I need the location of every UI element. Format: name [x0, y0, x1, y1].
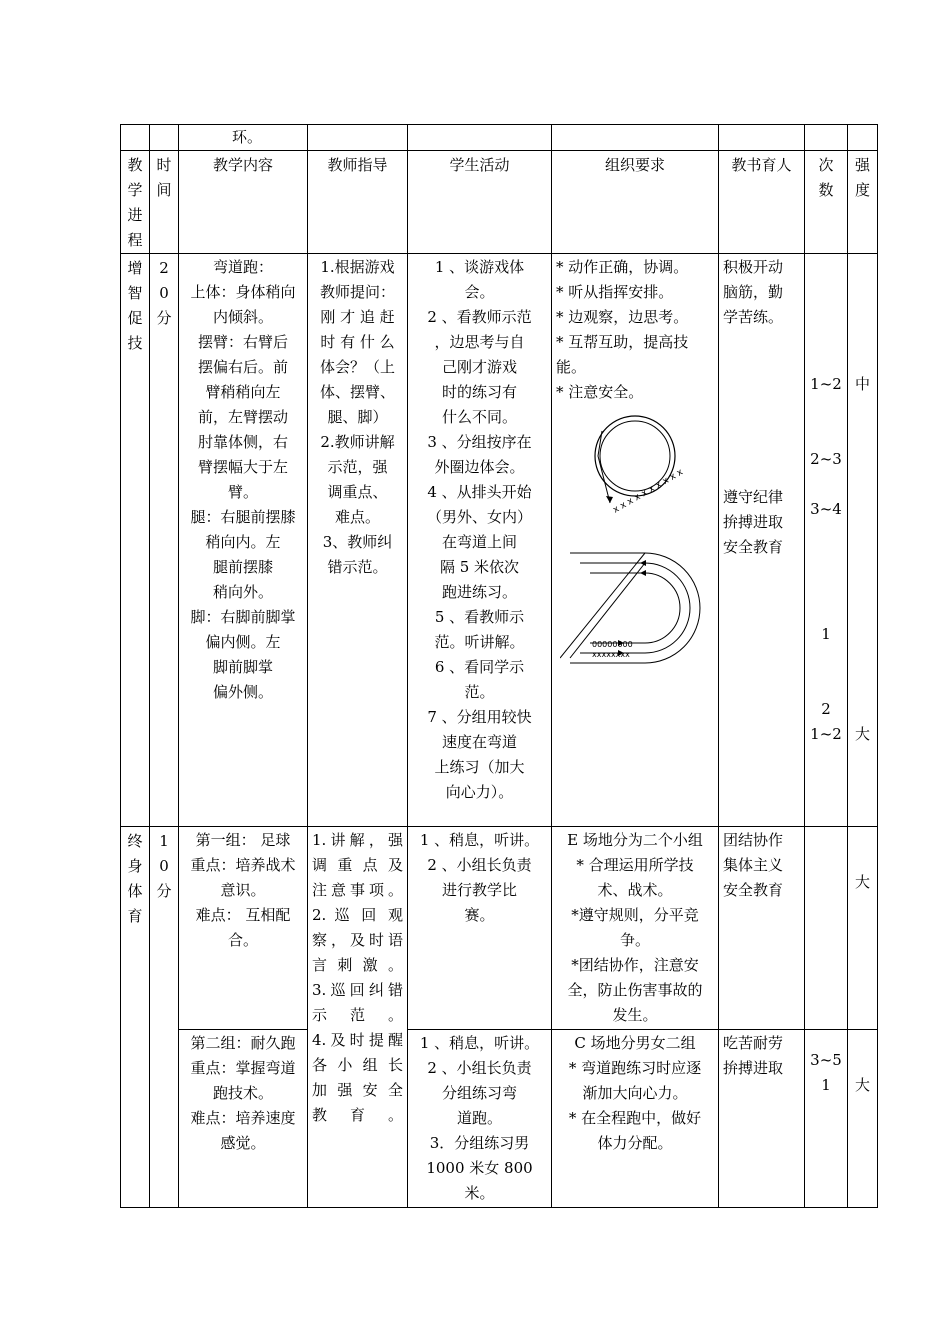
- text-line: 1.根据游戏: [320, 258, 395, 276]
- vertical-char: 教: [127, 156, 143, 174]
- text-line: 腿、脚）: [327, 408, 388, 426]
- text-line: 6 、看同学示: [434, 658, 525, 676]
- continued-content: 环。: [179, 125, 308, 151]
- lane-row-circles: 00000000: [592, 640, 633, 649]
- text-line: 摆偏右后。前: [197, 358, 288, 376]
- text-line: 言刺激。: [312, 956, 403, 974]
- text-line: 加 强 安 全: [312, 1081, 403, 1099]
- vertical-char: 体: [127, 882, 143, 900]
- text-line: 2 、小组长负责: [427, 856, 532, 874]
- section2-group2-row: [121, 1030, 878, 1208]
- section1-org: [552, 254, 719, 827]
- text-line: 时 有 什 么: [320, 333, 395, 351]
- text-line: 上练习（加大: [434, 758, 525, 776]
- vertical-char: 智: [127, 284, 143, 302]
- text-line: 偏内侧。左: [205, 633, 281, 651]
- text-line: 1: [821, 1076, 831, 1094]
- text-line: 弯道跑：: [212, 258, 273, 276]
- text-line: 2.教师讲解: [320, 433, 395, 451]
- times-6: 1~2: [810, 725, 842, 743]
- text-line: 前，左臂摆动: [197, 408, 288, 426]
- times-1: 1~2: [810, 375, 842, 393]
- text-line: 难点： 互相配: [195, 906, 291, 924]
- header-intensity: [848, 151, 878, 254]
- header-moral: 教书育人: [719, 151, 805, 254]
- text-line: （男外、女内）: [426, 508, 532, 526]
- text-line: 术、战术。: [597, 881, 673, 899]
- text-line: 5 、看教师示: [434, 608, 525, 626]
- text-line: 争。: [619, 931, 650, 949]
- text-line: 2 、小组长负责: [427, 1059, 532, 1077]
- text-line: 合。: [227, 931, 258, 949]
- section1-moral: [719, 254, 805, 827]
- section1-intensity: [848, 254, 878, 827]
- vertical-char: 0: [159, 857, 169, 875]
- text-line: ，边思考与自: [434, 333, 525, 351]
- text-line: 4 、从排头开始: [427, 483, 532, 501]
- text-line: 己刚才游戏: [441, 358, 517, 376]
- header-stage: [121, 151, 150, 254]
- text-line: 体会？（上: [319, 358, 395, 376]
- text-line: 意识。: [220, 881, 266, 899]
- text-line: 重点：培养战术: [190, 856, 296, 874]
- text-line: 第一组： 足球: [195, 831, 291, 849]
- text-line: * 动作正确，协调。: [556, 258, 689, 276]
- times-3: 3~4: [810, 500, 842, 518]
- vertical-char: 身: [127, 857, 143, 875]
- text-line: 腿前摆膝: [212, 558, 273, 576]
- text-line: 米。: [464, 1184, 495, 1202]
- text-line: 臂稍稍向左: [205, 383, 281, 401]
- text-line: *遵守规则，分平竞: [571, 906, 699, 924]
- text-line: 刚 才 追 赶: [320, 308, 395, 326]
- text-line: 拚搏进取: [723, 513, 784, 531]
- header-content: 教学内容: [179, 151, 308, 254]
- vertical-char: 技: [127, 334, 143, 352]
- vertical-char: 1: [159, 832, 169, 850]
- vertical-char: 增: [127, 259, 143, 277]
- text-line: * 合理运用所学技: [576, 856, 694, 874]
- text-line: 臂。: [227, 483, 258, 501]
- group1-student: [408, 827, 552, 1030]
- text-line: 3~5: [810, 1051, 842, 1069]
- continuation-row: [121, 125, 878, 151]
- text-line: 时的练习有: [441, 383, 517, 401]
- text-line: 会。: [464, 283, 495, 301]
- group1-org: [552, 827, 719, 1030]
- text-line: 调重点、: [327, 483, 388, 501]
- text-line: 赛。: [464, 906, 495, 924]
- text-line: 发生。: [612, 1006, 658, 1024]
- text-line: E 场地分为二个小组: [567, 831, 703, 849]
- vertical-char: 程: [127, 231, 143, 249]
- text-line: 隔 5 米依次: [439, 558, 520, 576]
- vertical-char: 2: [159, 259, 169, 277]
- group2-org: [552, 1030, 719, 1208]
- text-line: 全，防止伤害事故的: [567, 981, 703, 999]
- text-line: 积极开动: [723, 258, 784, 276]
- text-line: 3.巡回纠错: [312, 981, 403, 999]
- intensity-1: 中: [854, 375, 870, 393]
- text-line: 脚前脚掌: [212, 658, 273, 676]
- text-line: 4.及时提醒: [312, 1031, 403, 1049]
- text-line: * 互帮互助，提高技: [556, 333, 689, 351]
- header-row: [121, 151, 878, 254]
- text-line: 团结协作: [723, 831, 784, 849]
- text-line: 道跑。: [456, 1109, 502, 1127]
- text-line: 示范。: [312, 1006, 403, 1024]
- header-teacher: 教师指导: [308, 151, 408, 254]
- section2-teacher: [308, 827, 408, 1208]
- text-line: 跑进练习。: [441, 583, 517, 601]
- section2-time: [150, 827, 179, 1208]
- text-line: 调 重 点 及: [312, 856, 403, 874]
- text-line: 安全教育: [723, 538, 784, 556]
- text-line: 脚：右脚前脚掌: [190, 608, 296, 626]
- text-line: 3．分组练习男: [429, 1134, 530, 1152]
- text-line: 向心力）。: [445, 783, 514, 801]
- section1-row: [121, 254, 878, 827]
- text-line: 3 、分组按序在: [427, 433, 532, 451]
- text-line: 示范，强: [327, 458, 388, 476]
- text-line: 集体主义: [723, 856, 784, 874]
- vertical-char: 终: [127, 832, 143, 850]
- section2-stage: [121, 827, 150, 1208]
- group2-times: [805, 1030, 848, 1208]
- text-line: 安全教育: [723, 881, 784, 899]
- group2-content: [179, 1030, 308, 1208]
- text-line: 跑技术。: [212, 1084, 273, 1102]
- group2-intensity: 大: [848, 1030, 878, 1208]
- text-line: 注意事项。: [312, 881, 403, 899]
- vertical-char: 数: [818, 181, 834, 199]
- vertical-char: 分: [156, 309, 172, 327]
- group2-moral: [719, 1030, 805, 1208]
- group1-content: [179, 827, 308, 1030]
- text-line: 范。听讲解。: [434, 633, 525, 651]
- text-line: 摆臂：右臂后: [197, 333, 288, 351]
- vertical-char: 进: [127, 206, 143, 224]
- lane-row-crosses: xxxxxxxx: [592, 650, 630, 659]
- vertical-char: 时: [156, 156, 172, 174]
- group1-intensity: 大: [848, 827, 878, 1030]
- text-line: 2 、看教师示范: [427, 308, 532, 326]
- text-line: 偏外侧。: [212, 683, 273, 701]
- curve-lane-diagram: [560, 543, 710, 673]
- text-line: *团结协作，注意安: [571, 956, 699, 974]
- text-line: 速度在弯道: [441, 733, 517, 751]
- runner-marks: x x x x x x x x x x: [611, 467, 685, 516]
- intensity-2: 大: [854, 725, 870, 743]
- text-line: 1000 米女 800: [426, 1159, 533, 1177]
- text-line: 遵守纪律: [723, 488, 784, 506]
- text-line: * 边观察，边思考。: [556, 308, 689, 326]
- text-line: 教育。: [312, 1106, 403, 1124]
- text-line: 体、摆臂、: [319, 383, 395, 401]
- text-line: 进行教学比: [441, 881, 517, 899]
- section1-times: [805, 254, 848, 827]
- section1-time: [150, 254, 179, 827]
- header-org: 组织要求: [552, 151, 719, 254]
- group1-times: [805, 827, 848, 1030]
- text-line: * 弯道跑练习时应逐: [568, 1059, 702, 1077]
- text-line: 分组练习弯: [441, 1084, 517, 1102]
- text-line: 体力分配。: [597, 1134, 673, 1152]
- group2-student: [408, 1030, 552, 1208]
- text-line: 稍向内。左: [205, 533, 281, 551]
- text-line: 范。: [464, 683, 495, 701]
- circle-track-diagram: [580, 411, 690, 531]
- section1-teacher: [308, 254, 408, 827]
- text-line: 第二组：耐久跑: [190, 1034, 296, 1052]
- text-line: 拚搏进取: [723, 1059, 784, 1077]
- times-5: 2: [821, 700, 831, 718]
- text-line: 脑筋，勤: [723, 283, 784, 301]
- text-line: 教师提问：: [319, 283, 395, 301]
- text-line: 各 小 组 长: [312, 1056, 403, 1074]
- text-line: 难点。: [334, 508, 380, 526]
- text-line: 1.讲解，强: [312, 831, 403, 849]
- text-line: 稍向外。: [212, 583, 273, 601]
- text-line: 腿：右腿前摆膝: [190, 508, 296, 526]
- text-line: 7 、分组用较快: [427, 708, 532, 726]
- text-line: * 听从指挥安排。: [556, 283, 674, 301]
- section1-student: [408, 254, 552, 827]
- vertical-char: 0: [159, 284, 169, 302]
- group1-moral: [719, 827, 805, 1030]
- section2-group1-row: [121, 827, 878, 1030]
- text-line: 上体：身体稍向: [190, 283, 296, 301]
- text-line: 能。: [556, 358, 587, 376]
- text-line: 内倾斜。: [212, 308, 273, 326]
- times-4: 1: [821, 625, 831, 643]
- text-line: 外圈边体会。: [434, 458, 525, 476]
- text-line: 1 、谈游戏体: [434, 258, 525, 276]
- vertical-char: 促: [127, 309, 143, 327]
- text-line: C 场地分男女二组: [574, 1034, 696, 1052]
- vertical-char: 度: [854, 181, 870, 199]
- header-times: [805, 151, 848, 254]
- text-line: 渐加大向心力。: [582, 1084, 688, 1102]
- vertical-char: 强: [854, 156, 870, 174]
- text-line: 重点：掌握弯道: [190, 1059, 296, 1077]
- text-line: 难点：培养速度: [190, 1109, 296, 1127]
- text-line: 1 、稍息，听讲。: [419, 831, 540, 849]
- text-line: 在弯道上间: [441, 533, 517, 551]
- vertical-char: 次: [818, 156, 834, 174]
- text-line: 错示范。: [327, 558, 388, 576]
- section1-stage: [121, 254, 150, 827]
- vertical-char: 育: [127, 907, 143, 925]
- header-student: 学生活动: [408, 151, 552, 254]
- times-2: 2~3: [810, 450, 842, 468]
- text-line: 学苦练。: [723, 308, 784, 326]
- text-line: 肘靠体侧，右: [197, 433, 288, 451]
- section1-content: [179, 254, 308, 827]
- text-line: 2. 巡 回 观: [312, 906, 403, 924]
- text-line: * 在全程跑中，做好: [568, 1109, 702, 1127]
- text-line: * 注意安全。: [556, 383, 644, 401]
- text-line: 臂摆幅大于左: [197, 458, 288, 476]
- text-line: 3、教师纠: [322, 533, 393, 551]
- header-time: [150, 151, 179, 254]
- text-line: 察，及时语: [312, 931, 403, 949]
- lesson-plan-table: [120, 124, 878, 1208]
- vertical-char: 分: [156, 882, 172, 900]
- text-line: 感觉。: [220, 1134, 266, 1152]
- text-line: 什么不同。: [441, 408, 517, 426]
- vertical-char: 间: [156, 181, 172, 199]
- text-line: 1 、稍息，听讲。: [419, 1034, 540, 1052]
- text-line: 吃苦耐劳: [723, 1034, 784, 1052]
- vertical-char: 学: [127, 181, 143, 199]
